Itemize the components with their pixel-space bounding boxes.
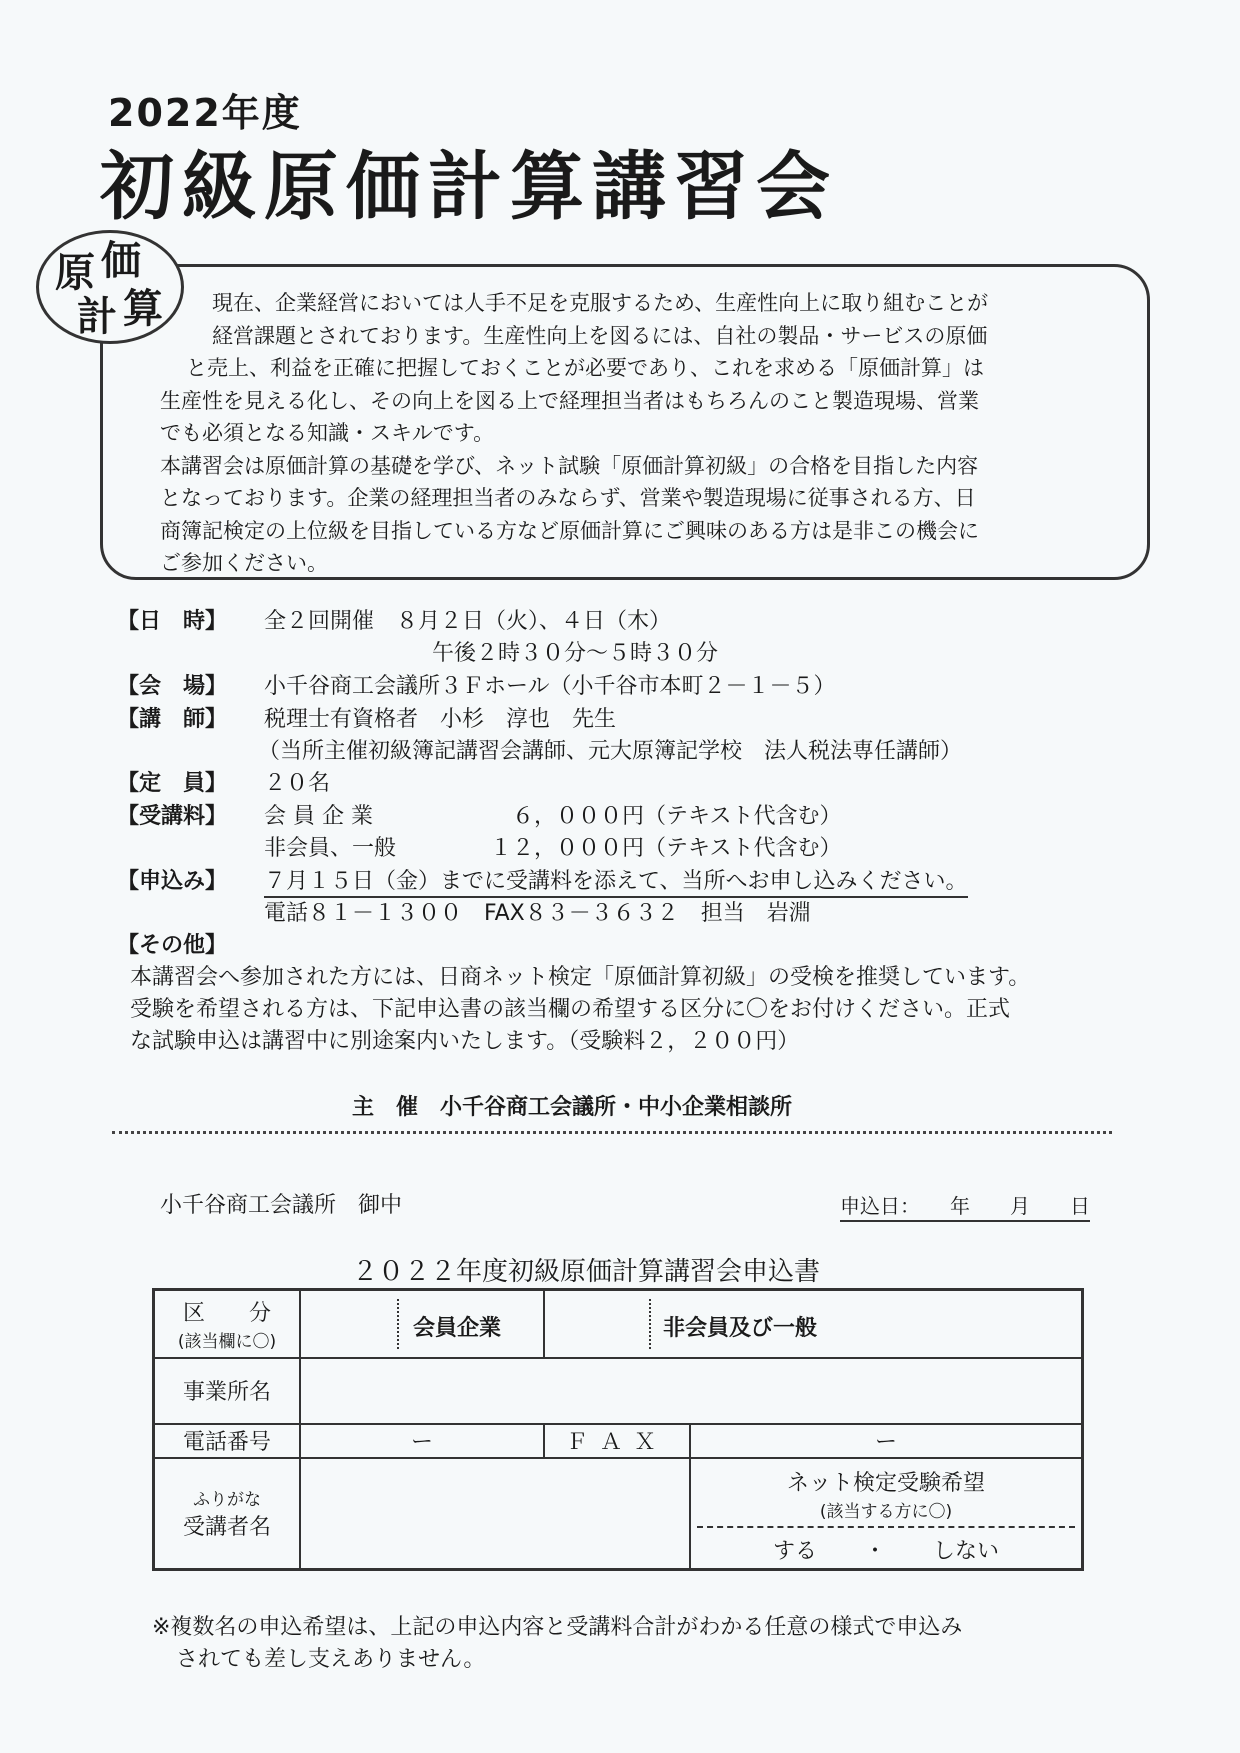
lecturer-line1: 税理士有資格者 小杉 淳也 先生 (264, 707, 617, 732)
phone-label: 電話番号 (154, 1424, 301, 1458)
member-option: 会員企業 (413, 1316, 502, 1341)
datetime-line1: 全２回開催 ８月２日（火）、４日（木） (264, 609, 672, 634)
datetime-line2: 午後２時３０分～５時３０分 (432, 641, 719, 666)
lecturer-label: 【講 師】 (117, 707, 228, 732)
intro-line: 現在、企業経営においては人手不足を克服するため、生産性向上に取り組むことが (212, 291, 989, 315)
fee-member-amount: ６，０００円（テキスト代含む） (512, 804, 842, 829)
fee-nonmember-label: 非会員、一般 (264, 836, 397, 861)
other-line: 受験を希望される方は、下記申込書の該当欄の希望する区分に〇をお付けください。正式 (130, 997, 1011, 1022)
stamp-char: 算 (123, 286, 163, 332)
footnote-line: されても差し支えありません。 (176, 1647, 486, 1672)
nonmember-option: 非会員及び一般 (663, 1316, 818, 1341)
exam-label: ネット検定受験希望 (786, 1470, 985, 1496)
exam-sub: (該当する方に〇) (697, 1497, 1075, 1528)
application-form-table (152, 1288, 1084, 1571)
stamp-char: 計 (77, 294, 117, 340)
name-field[interactable] (300, 1458, 690, 1570)
other-line: な試験申込は講習中に別途案内いたします。（受験料２，２００円） (130, 1029, 800, 1054)
exam-no-option[interactable]: しない (933, 1538, 1000, 1564)
category-label: 区 分 (182, 1300, 271, 1326)
stamp-char: 価 (101, 238, 141, 284)
fee-label: 【受講料】 (117, 804, 228, 829)
fee-nonmember-amount: １２，０００円（テキスト代含む） (490, 836, 842, 861)
name-label: 受講者名 (182, 1515, 271, 1541)
venue-label: 【会 場】 (117, 674, 228, 699)
fee-member-label: 会 員 企 業 (264, 804, 373, 829)
category-sub: (該当欄に〇) (177, 1331, 277, 1352)
office-field[interactable] (300, 1358, 1083, 1424)
intro-line: 経営課題とされております。生産性向上を図るには、自社の製品・サービスの原価 (212, 324, 988, 348)
intro-line: と売上、利益を正確に把握しておくことが必要であり、これを求める「原価計算」は (186, 356, 984, 380)
form-addressee: 小千谷商工会議所 御中 (160, 1193, 403, 1218)
phone-field[interactable]: ー (300, 1424, 544, 1458)
name-label-cell (154, 1458, 301, 1570)
venue-text: 小千谷商工会議所３Ｆホール（小千谷市本町２－１－５） (264, 674, 836, 699)
member-option-cell[interactable] (300, 1290, 544, 1358)
intro-line: 商簿記検定の上位級を目指している方など原価計算にご興味のある方は是非この機会に (160, 519, 979, 543)
category-cell (154, 1290, 301, 1358)
form-title: ２０２２年度初級原価計算講習会申込書 (352, 1257, 821, 1287)
intro-line: 生産性を見える化し、その向上を図る上で経理担当者はもちろんのこと製造現場、営業 (160, 389, 979, 413)
apply-contact: 電話８１－１３００ FAX８３－３６３２ 担当 岩淵 (264, 901, 811, 926)
intro-line: でも必須となる知識・スキルです。 (160, 421, 495, 445)
furigana-label: ふりがな (193, 1490, 261, 1511)
other-line: 本講習会へ参加された方には、日商ネット検定「原価計算初級」の受検を推奨しています。 (130, 965, 1031, 990)
exam-cell (690, 1458, 1083, 1570)
genka-keisan-stamp (36, 230, 184, 344)
apply-label: 【申込み】 (117, 869, 228, 894)
lecturer-line2: （当所主催初級簿記講習会講師、元大原簿記学校 法人税法専任講師） (258, 739, 963, 764)
capacity-label: 【定 員】 (117, 771, 228, 796)
fax-field[interactable]: ー (690, 1424, 1083, 1458)
exam-separator: ・ (863, 1538, 886, 1564)
capacity-text: ２０名 (264, 771, 331, 796)
intro-line: 本講習会は原価計算の基礎を学び、ネット試験「原価計算初級」の合格を目指した内容 (160, 454, 979, 478)
footnote-line: ※複数名の申込希望は、上記の申込内容と受講料合計がわかる任意の様式で申込み (152, 1615, 963, 1640)
nonmember-option-cell[interactable] (544, 1290, 1083, 1358)
apply-deadline: ７月１５日（金）までに受講料を添えて、当所へお申し込みください。 (264, 864, 968, 898)
intro-line: ご参加ください。 (160, 551, 328, 575)
stamp-char: 原 (55, 250, 95, 296)
exam-yes-option[interactable]: する (772, 1538, 817, 1564)
organizer: 主 催 小千谷商工会議所・中小企業相談所 (352, 1095, 793, 1120)
intro-line: となっております。企業の経理担当者のみならず、営業や製造現場に従事される方、日 (160, 486, 976, 510)
office-label: 事業所名 (154, 1358, 301, 1424)
fax-label: ＦＡＸ (544, 1424, 690, 1458)
page-title: 初級原価計算講習会 (100, 144, 838, 230)
event-year: 2022年度 (108, 91, 302, 135)
cut-line-divider (112, 1131, 1112, 1134)
datetime-label: 【日 時】 (117, 609, 228, 634)
application-date: 申込日： 年 月 日 (840, 1190, 1090, 1222)
other-label: 【その他】 (117, 933, 228, 958)
